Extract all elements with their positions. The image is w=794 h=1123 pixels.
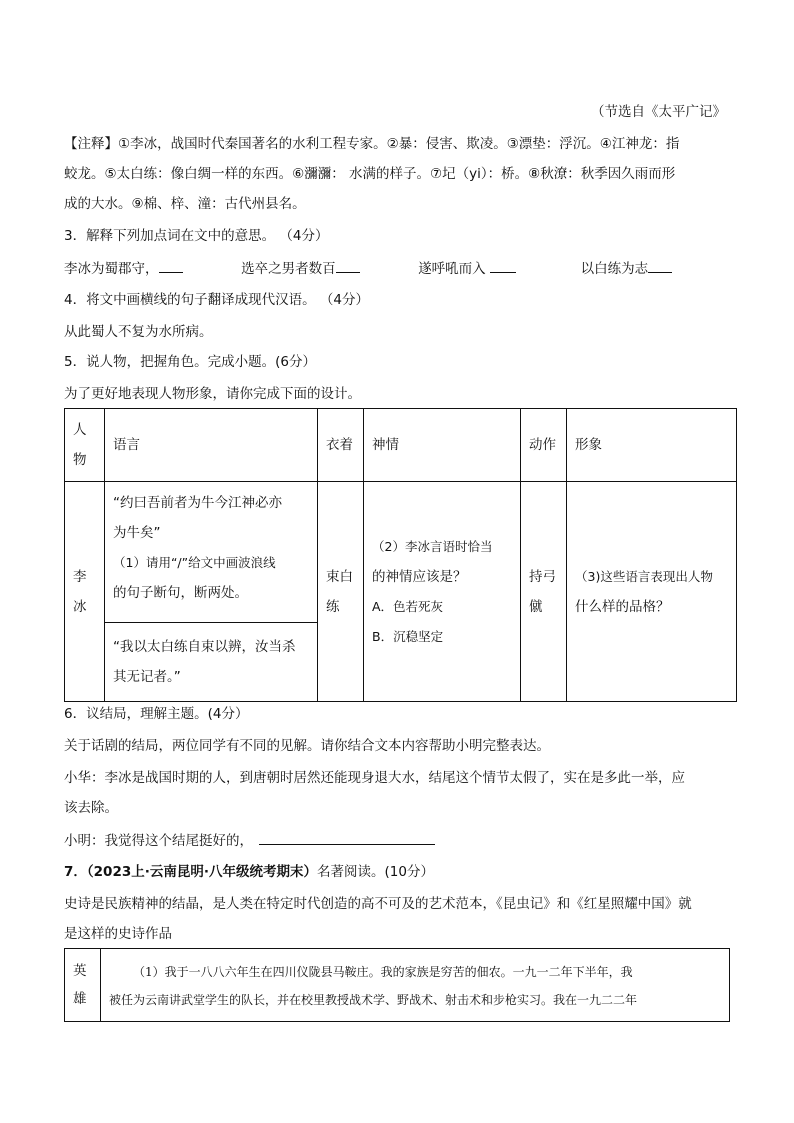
notes-line-1: 【注释】①李冰，战国时代秦国著名的水利工程专家。②暴：侵害、欺凌。③漂垫：浮沉。④江神龙：指 (64, 136, 680, 152)
header-image: 形象 (567, 409, 737, 482)
question-5-intro: 为了更好地表现人物形象，请你完成下面的设计。 (64, 386, 361, 402)
answer-blank[interactable] (336, 258, 360, 273)
hero-label: 英 雄 (65, 949, 101, 1022)
q3-item-1: 李冰为蜀郡守， (64, 261, 159, 277)
question-3-items (64, 258, 672, 279)
question-5-title: 5．说人物，把握角色。完成小题。(6分） (64, 354, 316, 370)
image-cell: （3)这些语言表现出人物 什么样的品格？ (567, 482, 737, 702)
look-cell: （2）李冰言语时恰当 的神情应该是？ A．色若死灰 B．沉稳坚定 (364, 482, 521, 702)
source-citation: （节选自《太平广记》 (591, 104, 726, 120)
xiaoming-line: 小明：我觉得这个结尾挺好的， (64, 830, 435, 851)
person-cell: 李 冰 (65, 482, 105, 702)
answer-blank[interactable] (648, 258, 672, 273)
answer-blank[interactable] (159, 258, 183, 273)
answer-blank[interactable] (490, 258, 516, 273)
notes-line-2: 蛟龙。⑤太白练：像白绸一样的东西。⑥瀰瀰： 水满的样子。⑦圮（yi）：桥。⑧秋潦：秋季因久雨而形 (64, 166, 676, 182)
question-6-intro: 关于话剧的结局，两位同学有不同的见解。请你结合文本内容帮助小明完整表达。 (64, 738, 550, 754)
header-action: 动作 (521, 409, 567, 482)
table-row (65, 482, 737, 623)
header-look: 神情 (364, 409, 521, 482)
table-row (65, 949, 730, 1022)
action-cell: 持弓 僦 (521, 482, 567, 702)
hero-text: （1）我于一八八六年生在四川仪陇县马鞍庄。我的家族是穷苦的佃农。一九一二年下半年，我 被任为云南讲武堂学生的队长，并在校里教授战术学、野战术、射击术和步枪实习。我在一九二二年 (101, 949, 730, 1022)
header-dress: 衣着 (318, 409, 364, 482)
question-6-title: 6．议结局，理解主题。(4分） (64, 706, 249, 722)
question-7-title: 7．（2023上·云南昆明·八年级统考期末）名著阅读。(10分） (64, 864, 434, 880)
notes-line-3: 成的大水。⑨棉、梓、潼：古代州县名。 (64, 196, 306, 212)
table-header-row (65, 409, 737, 482)
question-4-title: 4．将文中画横线的句子翻译成现代汉语。 （4分） (64, 292, 369, 308)
speech-cell-2: “我以太白练自束以辨，汝当杀 其无记者。” (105, 623, 318, 702)
header-person: 人 物 (65, 409, 105, 482)
question-7-intro-1: 史诗是民族精神的结晶，是人类在特定时代创造的高不可及的艺术范本，《昆虫记》和《红星照耀中国》就 (64, 896, 692, 912)
speech-cell-1: “约曰吾前者为牛今江神必亦 为牛矣” （1）请用“/”给文中画波浪线 的句子断句，断两处。 (105, 482, 318, 623)
q3-item-4: 以白练为志 (580, 261, 649, 277)
answer-blank[interactable] (259, 830, 435, 845)
hero-reading-table (64, 948, 730, 1022)
q3-item-3: 遂呼吼而入 (418, 261, 490, 277)
question-4-sentence: 从此蜀人不复为水所病。 (64, 324, 213, 340)
dress-cell: 束白 练 (318, 482, 364, 702)
xiaohua-line-2: 该去除。 (64, 800, 118, 816)
q3-item-2: 选卒之男者数百 (241, 261, 336, 277)
character-design-table (64, 408, 737, 702)
question-7-intro-2: 是这样的史诗作品 (64, 926, 172, 942)
header-speech: 语言 (105, 409, 318, 482)
question-3-title: 3．解释下列加点词在文中的意思。 （4分） (64, 228, 329, 244)
xiaohua-line-1: 小华：李冰是战国时期的人，到唐朝时居然还能现身退大水，结尾这个情节太假了，实在是多此一举，应 (64, 770, 685, 786)
